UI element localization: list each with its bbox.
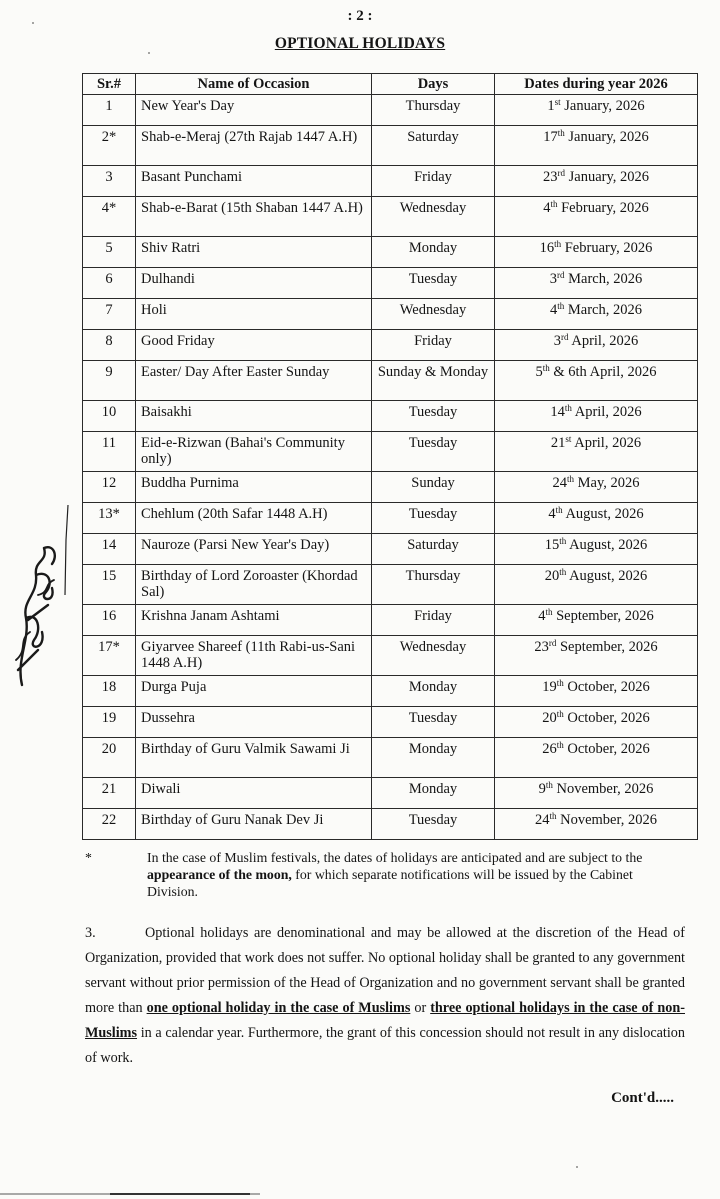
table-row <box>83 401 698 432</box>
cell-sr: 17* <box>83 636 136 676</box>
cell-date <box>495 268 698 299</box>
cell-occasion: Birthday of Lord Zoroaster (Khordad Sal) <box>136 565 372 605</box>
cell-date <box>495 237 698 268</box>
cell-sr: 16 <box>83 605 136 636</box>
cell-occasion: Birthday of Guru Nanak Dev Ji <box>136 809 372 840</box>
cell-date <box>495 503 698 534</box>
cell-day: Wednesday <box>372 197 495 237</box>
date-rest: April, 2026 <box>571 435 642 451</box>
speck <box>148 52 150 54</box>
date-suffix: rd <box>561 332 569 342</box>
table-row <box>83 809 698 840</box>
date-suffix: th <box>556 740 564 750</box>
table-row <box>83 432 698 472</box>
paragraph-part2: or <box>410 1000 431 1016</box>
date-rest: October, 2026 <box>563 710 650 726</box>
cell-occasion: Nauroze (Parsi New Year's Day) <box>136 534 372 565</box>
cell-occasion: Shab-e-Barat (15th Shaban 1447 A.H) <box>136 197 372 237</box>
date-rest: March, 2026 <box>564 271 643 287</box>
table-row <box>83 636 698 676</box>
note-text <box>147 849 682 900</box>
cell-day: Monday <box>372 237 495 268</box>
cell-date <box>495 565 698 605</box>
date-rest: September, 2026 <box>556 639 658 655</box>
date-day: 4 <box>550 302 558 318</box>
date-day: 4 <box>543 200 551 216</box>
cell-day: Friday <box>372 605 495 636</box>
table-row <box>83 299 698 330</box>
date-rest: April, 2026 <box>568 333 639 349</box>
holidays-table <box>82 73 698 840</box>
continued-label: Cont'd..... <box>611 1090 674 1106</box>
paragraph-part3: in a calendar year. Furthermore, the grant of this concession should not result in any dislocation of work. <box>85 1025 685 1066</box>
paragraph-3 <box>85 921 685 1071</box>
table-row <box>83 330 698 361</box>
cell-sr: 3 <box>83 166 136 197</box>
table-row <box>83 707 698 738</box>
date-day: 14 <box>550 404 565 420</box>
date-day: 17 <box>543 129 558 145</box>
cell-day: Sunday & Monday <box>372 361 495 401</box>
cell-sr: 4* <box>83 197 136 237</box>
note-text-bold: appearance of the moon, <box>147 867 292 882</box>
cell-occasion: Birthday of Guru Valmik Sawami Ji <box>136 738 372 778</box>
cell-occasion: Dulhandi <box>136 268 372 299</box>
cell-sr: 19 <box>83 707 136 738</box>
date-suffix: th <box>549 811 557 821</box>
cell-occasion: Baisakhi <box>136 401 372 432</box>
cell-day: Saturday <box>372 534 495 565</box>
date-suffix: th <box>557 301 565 311</box>
cell-sr: 12 <box>83 472 136 503</box>
table-row <box>83 503 698 534</box>
date-suffix: th <box>550 199 558 209</box>
date-day: 15 <box>544 537 560 553</box>
cell-sr: 6 <box>83 268 136 299</box>
cell-occasion: Easter/ Day After Easter Sunday <box>136 361 372 401</box>
cell-date <box>495 534 698 565</box>
cell-date <box>495 432 698 472</box>
cell-date <box>495 738 698 778</box>
cell-date <box>495 707 698 738</box>
cell-day: Monday <box>372 738 495 778</box>
date-rest: & 6th April, 2026 <box>549 364 657 380</box>
date-rest: February, 2026 <box>557 200 649 216</box>
cell-sr: 11 <box>83 432 136 472</box>
date-rest: April, 2026 <box>571 404 642 420</box>
cell-sr: 13* <box>83 503 136 534</box>
cell-occasion: Basant Punchami <box>136 166 372 197</box>
table-row <box>83 197 698 237</box>
cell-occasion: Holi <box>136 299 372 330</box>
cell-date <box>495 605 698 636</box>
cell-sr: 10 <box>83 401 136 432</box>
date-day: 24 <box>534 812 550 828</box>
date-rest: November, 2026 <box>556 812 657 828</box>
cell-date <box>495 401 698 432</box>
table-row <box>83 268 698 299</box>
cell-date <box>495 299 698 330</box>
date-day: 3 <box>549 271 558 287</box>
cell-sr: 21 <box>83 778 136 809</box>
cell-occasion: Shiv Ratri <box>136 237 372 268</box>
cell-occasion: Durga Puja <box>136 676 372 707</box>
cell-sr: 2* <box>83 126 136 166</box>
cell-sr: 1 <box>83 95 136 126</box>
date-day: 19 <box>542 679 557 695</box>
table-row <box>83 361 698 401</box>
cell-day: Wednesday <box>372 299 495 330</box>
cell-date <box>495 778 698 809</box>
date-rest: October, 2026 <box>563 679 650 695</box>
date-suffix: th <box>566 474 574 484</box>
speck <box>576 1166 578 1168</box>
header-sr: Sr.# <box>83 74 136 95</box>
header-days: Days <box>372 74 495 95</box>
paragraph-number: 3. <box>85 925 96 941</box>
date-suffix: th <box>564 403 572 413</box>
cell-day: Tuesday <box>372 432 495 472</box>
cell-sr: 14 <box>83 534 136 565</box>
date-day: 3 <box>553 333 562 349</box>
table-row <box>83 778 698 809</box>
date-rest: March, 2026 <box>564 302 642 318</box>
cell-date <box>495 809 698 840</box>
cell-sr: 7 <box>83 299 136 330</box>
cell-date <box>495 330 698 361</box>
date-suffix: th <box>556 709 564 719</box>
cell-day: Thursday <box>372 95 495 126</box>
cell-sr: 18 <box>83 676 136 707</box>
cell-day: Saturday <box>372 126 495 166</box>
date-day: 26 <box>542 741 557 757</box>
cell-day: Monday <box>372 676 495 707</box>
cell-day: Tuesday <box>372 401 495 432</box>
table-row <box>83 237 698 268</box>
date-day: 9 <box>538 781 546 797</box>
date-rest: January, 2026 <box>564 129 649 145</box>
cell-occasion: Eid-e-Rizwan (Bahai's Community only) <box>136 432 372 472</box>
cell-date <box>495 472 698 503</box>
table-row <box>83 95 698 126</box>
table-row <box>83 472 698 503</box>
table-row <box>83 605 698 636</box>
cell-date <box>495 361 698 401</box>
date-suffix: rd <box>557 168 565 178</box>
date-rest: January, 2026 <box>564 169 650 185</box>
paragraph-part1: Optional holidays are denominational and may be allowed at the discretion of the Head of Organization, provided that work does not suffer. No optional holiday shall be granted to any government servant without prior permission of the Head of Organization and no government servant shall be granted more than <box>85 925 685 1016</box>
cell-sr: 20 <box>83 738 136 778</box>
date-day: 5 <box>535 364 543 380</box>
date-suffix: th <box>545 780 553 790</box>
date-day: 1 <box>547 98 555 114</box>
cell-day: Tuesday <box>372 809 495 840</box>
cell-occasion: Diwali <box>136 778 372 809</box>
date-suffix: st <box>565 434 572 444</box>
date-rest: August, 2026 <box>562 506 644 522</box>
date-rest: October, 2026 <box>563 741 650 757</box>
cell-day: Tuesday <box>372 268 495 299</box>
date-suffix: th <box>556 678 564 688</box>
cell-date <box>495 676 698 707</box>
page-number: : 2 : <box>347 8 373 24</box>
page-heading: OPTIONAL HOLIDAYS <box>274 35 446 52</box>
cell-day: Wednesday <box>372 636 495 676</box>
date-suffix: th <box>559 536 567 546</box>
date-suffix: rd <box>548 638 557 648</box>
cell-day: Tuesday <box>372 707 495 738</box>
cell-date <box>495 166 698 197</box>
cell-sr: 15 <box>83 565 136 605</box>
cell-date <box>495 126 698 166</box>
date-suffix: th <box>542 363 550 373</box>
paragraph-underline-non-muslims: three optional holidays in the case of non-Muslims <box>85 1000 685 1041</box>
date-day: 20 <box>544 568 560 584</box>
date-suffix: rd <box>557 270 565 280</box>
table-body <box>83 95 698 840</box>
paragraph-underline-muslims: one optional holiday in the case of Muslims <box>146 1000 411 1016</box>
speck <box>32 22 34 24</box>
date-day: 4 <box>538 608 546 624</box>
date-day: 20 <box>542 710 557 726</box>
header-dates: Dates during year 2026 <box>495 74 698 95</box>
date-suffix: th <box>557 128 565 138</box>
date-rest: August, 2026 <box>566 537 648 553</box>
date-day: 16 <box>539 240 555 256</box>
cell-day: Friday <box>372 166 495 197</box>
cell-day: Thursday <box>372 565 495 605</box>
date-rest: November, 2026 <box>552 781 654 797</box>
cell-sr: 8 <box>83 330 136 361</box>
note-text-before: In the case of Muslim festivals, the dates of holidays are anticipated and are subject to the <box>147 850 643 865</box>
cell-occasion: Shab-e-Meraj (27th Rajab 1447 A.H) <box>136 126 372 166</box>
cell-occasion: Dussehra <box>136 707 372 738</box>
cell-date <box>495 95 698 126</box>
cell-occasion: Giyarvee Shareef (11th Rabi-us-Sani 1448 A.H) <box>136 636 372 676</box>
cell-day: Sunday <box>372 472 495 503</box>
footer-rule <box>0 1189 720 1199</box>
note-marker: * <box>85 850 92 865</box>
cell-occasion: Good Friday <box>136 330 372 361</box>
cell-sr: 22 <box>83 809 136 840</box>
date-suffix: th <box>555 505 563 515</box>
table-header-row <box>83 74 698 95</box>
table-row <box>83 166 698 197</box>
cell-sr: 9 <box>83 361 136 401</box>
date-day: 23 <box>542 169 558 185</box>
header-occasion: Name of Occasion <box>136 74 372 95</box>
table-row <box>83 565 698 605</box>
cell-date <box>495 197 698 237</box>
date-suffix: th <box>554 239 562 249</box>
cell-day: Monday <box>372 778 495 809</box>
date-rest: January, 2026 <box>560 98 645 114</box>
cell-occasion: Buddha Purnima <box>136 472 372 503</box>
date-day: 24 <box>552 475 567 491</box>
cell-occasion: Chehlum (20th Safar 1448 A.H) <box>136 503 372 534</box>
date-rest: August, 2026 <box>566 568 648 584</box>
date-suffix: th <box>545 607 553 617</box>
date-day: 4 <box>548 506 556 522</box>
table-row <box>83 126 698 166</box>
date-suffix: th <box>559 567 567 577</box>
table-row <box>83 738 698 778</box>
date-rest: May, 2026 <box>574 475 640 491</box>
table-row <box>83 676 698 707</box>
table-row <box>83 534 698 565</box>
cell-sr: 5 <box>83 237 136 268</box>
cell-day: Friday <box>372 330 495 361</box>
date-suffix: st <box>554 97 561 107</box>
date-rest: February, 2026 <box>561 240 653 256</box>
cell-date <box>495 636 698 676</box>
note-text-after: for which separate notifications will be issued by the Cabinet Division. <box>147 867 633 899</box>
signature-image <box>8 500 78 690</box>
cell-day: Tuesday <box>372 503 495 534</box>
cell-occasion: New Year's Day <box>136 95 372 126</box>
date-rest: September, 2026 <box>552 608 654 624</box>
date-day: 21 <box>550 435 566 451</box>
cell-occasion: Krishna Janam Ashtami <box>136 605 372 636</box>
date-day: 23 <box>534 639 549 655</box>
